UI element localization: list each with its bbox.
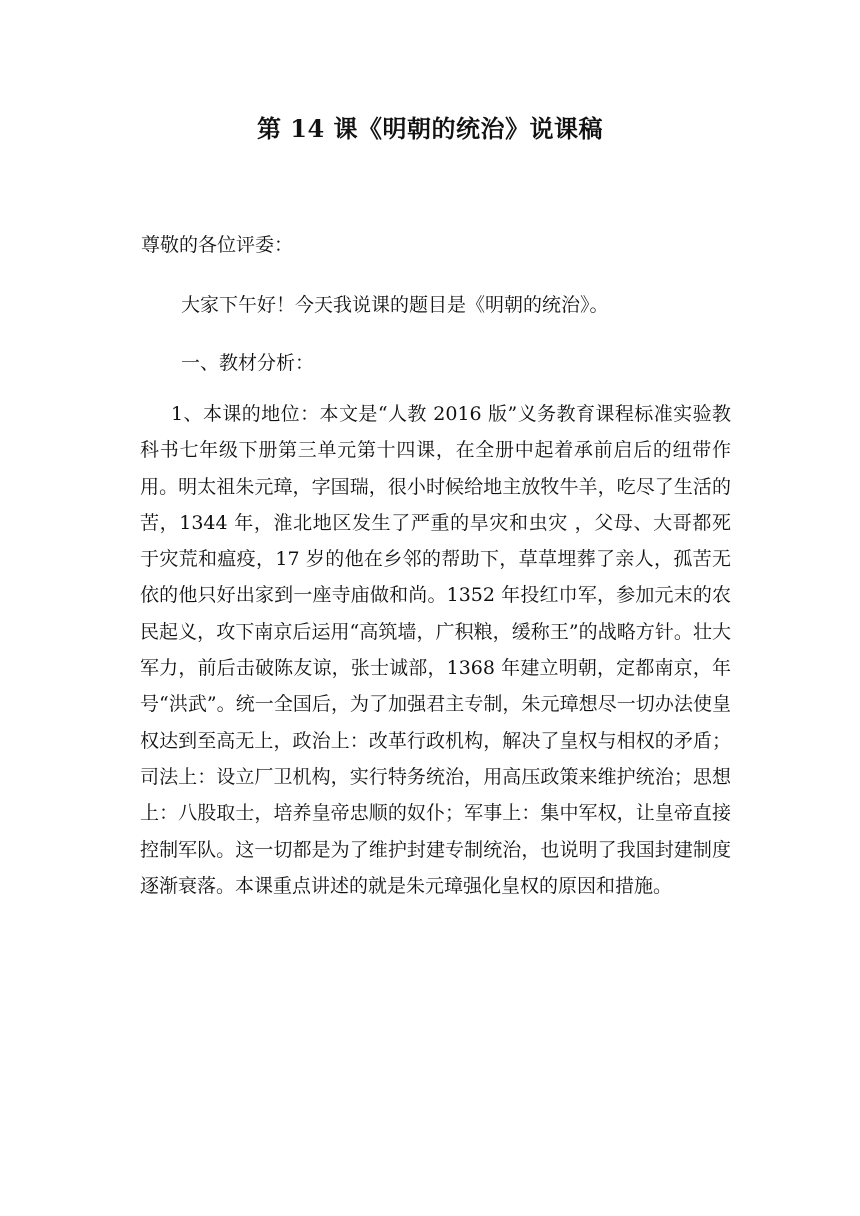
salutation: 尊敬的各位评委：: [141, 234, 294, 256]
section-heading: 一、教材分析：: [181, 352, 315, 374]
document-title: 第 14 课《明朝的统治》说课稿: [256, 114, 604, 143]
greeting: 大家下午好！今天我说课的题目是《明朝的统治》。: [181, 294, 609, 316]
body-paragraph: 1、本课的地位：本文是“人教 2016 版”义务教育课程标准实验教科书七年级下册第三单元第十四课，在全册中起着承前启后的纽带作用。明太祖朱元璋，字国瑞，很小时候给地主放牧牛羊，吃尽了生活的苦，1344 年，淮北地区发生了严重的旱灾和虫灾 ，父母、大哥都死于灾荒和瘟疫，17 岁的他在乡邻的帮助下，草草埋葬了亲人，孤苦无依的他只好出家到一座寺庙做和尚。1352 年投红巾军，参加元末的农民起义，攻下南京后运用“高筑墙，广积粮，缓称王”的战略方针。壮大军力，前后击破陈友谅，张士诚部，1368 年建立明朝，定都南京，年号“洪武”。统一全国后，为了加强君主专制，朱元璋想尽一切办法使皇权达到至高无上，政治上：改革行政机构，解决了皇权与相权的矛盾；司法上：设立厂卫机构，实行特务统治，用高压政策来维护统治；思想上：八股取士，培养皇帝忠顺的奴仆；军事上：集中军权，让皇帝直接控制军队。这一切都是为了维护封建专制统治，也说明了我国封建制度逐渐衰落。本课重点讲述的就是朱元璋强化皇权的原因和措施。: [140, 403, 731, 897]
